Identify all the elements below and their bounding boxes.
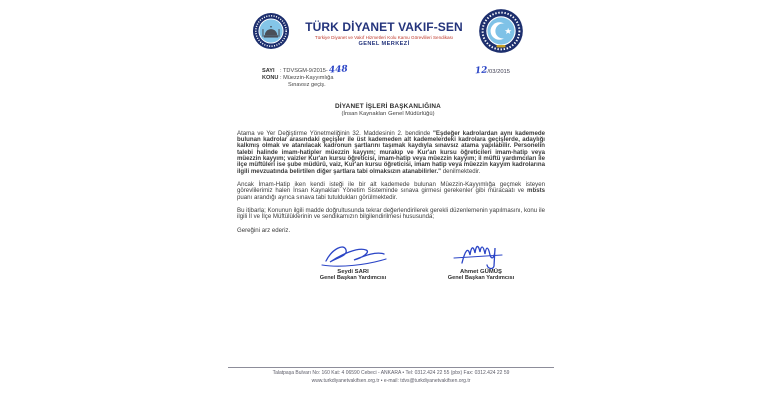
signature-block-left [307,241,399,281]
footer-divider [228,367,554,368]
date-printed: /03/2015 [487,69,510,75]
reference-block [200,66,576,88]
letterhead [200,8,576,59]
turk-diyanet-vakif-sen-seal-icon [252,12,290,55]
konu-line [262,75,348,82]
addressee-line2: (İnsan Kaynakları Genel Müdürlüğü) [341,110,435,117]
signer-title: Genel Başkan Yardımcısı [447,275,515,282]
paragraph-2-part1: Ancak İmam-Hatip iken kendi isteği ile bir alt kademede bulunan Müezzin-Kayyımlığa geçmek isteyen görevlilerimiz halen İnsan Kaynakları Yönetim Sisteminde sınava girmesi gerekenler gibi müracaatı ve [237,181,545,195]
signer-title: Genel Başkan Yardımcısı [319,275,387,282]
signer-name: Seydi SARI [337,269,369,276]
letter-footer [228,367,554,384]
signature-scribble-left-icon [314,241,392,271]
closing-line: Gereğini arz ederiz. [237,226,291,234]
letter-date [475,67,510,88]
signature-area [200,241,576,281]
letter-document [200,8,576,281]
paragraph-1-intro: Atama ve Yer Değiştirme Yönetmeliğinin 32. Maddesinin 2. bendinde [237,129,434,137]
footer-web-line: www.turkdiyanetvakifsen.org.tr • e-mail: tdvs@turkdiyanetvakifsen.org.tr [311,378,471,384]
paragraph-2-part2: puanı arandığı ayrıca sınava tabi tutuldukları görülmektedir. [237,193,398,201]
paragraph-3: Bu itibarla; Konunun ilgili madde doğrultusunda tekrar değerlendirilerek gerekli düzenlemenin yapılmasını, konu ile ilgili İl ve İlçe Müftülüklerinin ve sendikamızın bilgilendirilmesi hususunda; [237,207,545,221]
turkiye-kamu-sen-seal-icon [478,8,524,59]
paragraph-2 [237,182,545,201]
konu-value-line2: Sınavsız geçiş. [288,81,326,88]
paragraph-1-quote: "Eşdeğer kadrolardan aynı kademede bulunan kadrolar arasındaki geçişler ile üst kademeden alt kademelerdeki kadrolara geçişlerde, adaylığı kalkmış olmak ve atanılacak kadronun şartlarını taşımak kaydıyla sınavsız atama yapılabilir. Personelin talebi halinde imam-hatipler müezzin kayyım; murakıp ve Kur'an kursu öğreticileri imam-hatip veya müezzin kayyım; vaizler Kur'an kursu öğreticisi, imam-hatip veya müezzin kayyım; il müftü yardımcıları ile ilçe müftüleri ise şube müdürü, vaiz, Kur'an kursu öğreticisi, imam hatip veya müezzin kayyım kadrolarına ilgili mevzuatında belirtilen diğer şartlara tabi olmaksızın atanabilirler." [237,129,545,175]
signer-name: Ahmet GÜMÜŞ [460,269,502,276]
addressee-block [200,103,576,117]
letterhead-title-block [300,20,468,48]
letter-body [200,131,576,234]
sayi-value: : TDVSGM-9/2015- [280,68,328,74]
org-subtitle: Türkiye Diyanet ve Vakıf Hizmetleri Kolu Kamu Görevlileri Sendikası [314,34,454,40]
signature-scribble-right-icon [442,241,520,271]
reference-lines [262,66,348,88]
paragraph-1 [237,131,545,175]
konu-label: KONU [262,75,279,81]
paragraph-2-bold-term: mbsts [527,187,545,195]
sayi-label: SAYI [262,68,275,74]
sayi-line [262,66,348,75]
konu-line-2 [288,82,348,89]
footer-address-line: Talatpaşa Bulvarı No: 160 Kat: 4 06590 Cebeci - ANKARA • Tel: 0312.424 22 55 (pbx) Fax: 0312.424 22 59 [272,370,510,376]
sayi-handwritten-number: 448 [328,64,349,76]
konu-value-line1: : Müezzin-Kayyımlığa [280,75,334,81]
org-unit: GENEL MERKEZİ [358,41,410,48]
date-handwritten-day: 12 [474,65,488,77]
org-name: TÜRK DİYANET VAKIF-SEN [305,19,463,34]
paragraph-1-outro: denilmektedir. [442,167,481,175]
signature-block-right [435,241,527,281]
addressee-line1: DİYANET İŞLERİ BAŞKANLIĞINA [334,103,441,111]
